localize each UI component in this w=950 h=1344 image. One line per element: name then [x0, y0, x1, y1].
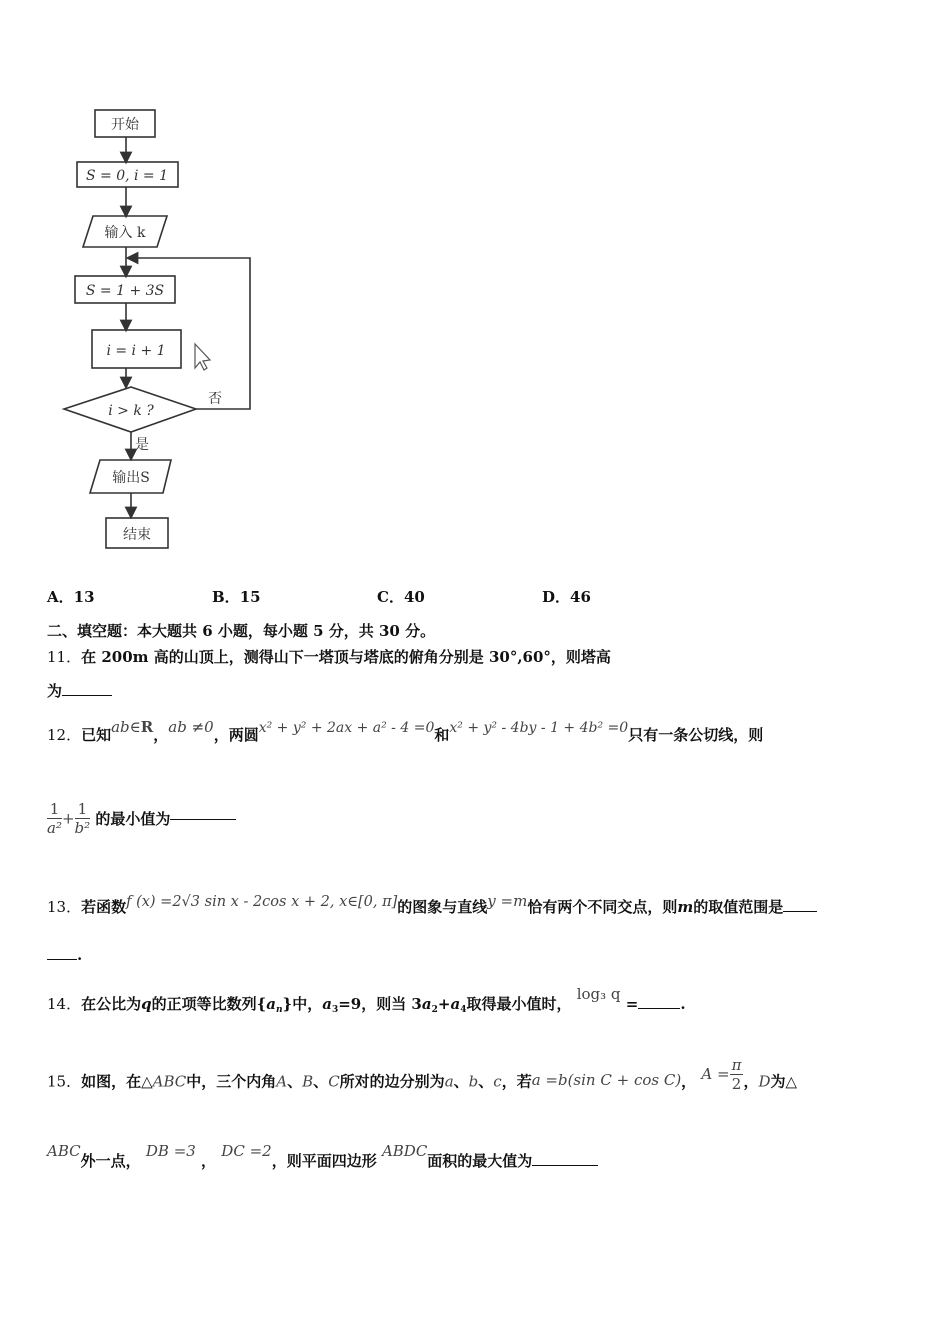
section-heading: 二、填空题：本大题共 6 小题，每小题 5 分，共 30 分。	[47, 622, 436, 640]
answer-blank[interactable]	[62, 694, 112, 696]
choice-d: D．46	[542, 588, 591, 606]
flowchart	[55, 100, 265, 560]
flow-init-label: S = 0, i = 1	[85, 168, 169, 184]
flow-start-label: 开始	[111, 117, 139, 133]
flow-no-label: 否	[208, 391, 222, 407]
choice-b: B．15	[212, 588, 261, 606]
question-12: 12．已知ab∈R，ab ≠0，两圆x² + y² + 2ax + a² - 4 =0和x² + y² - 4by - 1 + 4b² =0只有一条公切线，则	[47, 718, 764, 744]
flow-end-label: 结束	[123, 527, 151, 543]
choice-c: C．40	[377, 588, 425, 606]
question-11: 11．在 200m 高的山顶上，测得山下一塔顶与塔底的俯角分别是 30°,60°，则塔高	[47, 648, 611, 666]
answer-blank-cont[interactable]	[47, 958, 77, 960]
answer-blank[interactable]	[638, 1007, 680, 1009]
flow-output-label: 输出S	[112, 470, 150, 486]
flow-input-label: 输入 k	[104, 225, 146, 241]
question-11-cont: 为	[47, 680, 112, 701]
answer-blank[interactable]	[783, 910, 817, 912]
question-14: 14．在公比为q的正项等比数列$\{a_n\}$中，$a_3=9$，则当 $3a_2+a_4$取得最小值时， log₃ q = .	[47, 985, 686, 1015]
question-12-cont: $\frac{1}{\text{a²}}$ + $\frac{1}{\text{b²}}$ 的最小值为	[47, 800, 236, 837]
choice-a: A．13	[47, 588, 95, 606]
cursor-icon	[195, 344, 210, 370]
fraction-pi-over-2: $\frac{\pi}{2}$	[731, 1056, 742, 1093]
flow-condition-label: i > k ?	[108, 403, 154, 419]
flow-yes-label: 是	[135, 437, 149, 453]
question-15-cont: ABC外一点， DB =3 ， DC =2，则平面四边形 ABDC面积的最大值为	[47, 1150, 598, 1171]
answer-blank[interactable]	[170, 818, 236, 820]
fraction-1-over-a2: $\frac{1}{\text{a²}}$	[47, 800, 62, 837]
question-13-cont: .	[47, 946, 82, 964]
fraction-1-over-b2: $\frac{1}{\text{b²}}$	[74, 800, 91, 837]
answer-blank[interactable]	[532, 1164, 598, 1166]
flow-update-s-label: S = 1 + 3S	[85, 283, 165, 299]
question-13: 13．若函数f (x) =2√3 sin x - 2cos x + 2, x∈[0, π]的图象与直线y =m恰有两个不同交点，则m的取值范围是	[47, 896, 817, 917]
question-15: 15．如图，在△ABC中，三个内角A、B、C所对的边分别为a、b、c，若a =b(sin C + cos C)， A = $\frac{\pi}{2}$ ，D为△	[47, 1056, 798, 1093]
flow-update-i-label: i = i + 1	[106, 343, 166, 359]
